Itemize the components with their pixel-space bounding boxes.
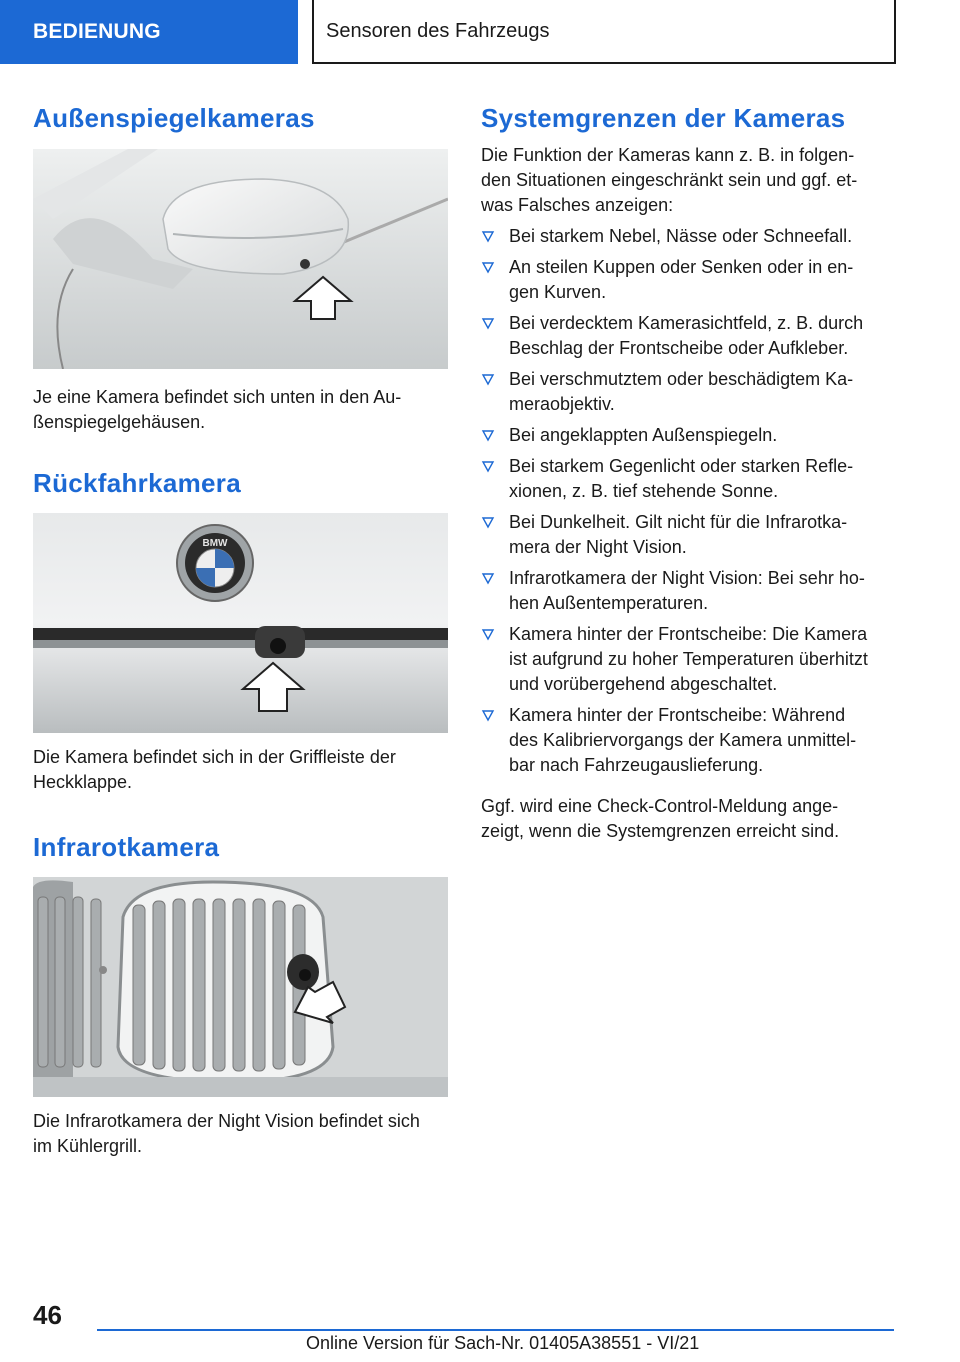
heading-system-limits: Systemgrenzen der Kameras — [481, 103, 846, 133]
list-item: Kamera hinter der Frontscheibe: Die Kamera ist aufgrund zu hoher Temperaturen überhitzt und vorübergehend abgeschaltet. — [481, 622, 899, 697]
list-item: Bei verschmutztem oder beschädigtem Ka‐ meraobjektiv. — [481, 367, 899, 417]
triangle-bullet-icon — [481, 703, 495, 728]
triangle-bullet-icon — [481, 367, 495, 392]
triangle-bullet-icon — [481, 566, 495, 591]
rear-camera-image — [33, 513, 448, 733]
section-tab[interactable]: BEDIENUNG — [0, 0, 298, 64]
triangle-bullet-icon — [481, 622, 495, 647]
heading-rear-camera: Rückfahrkamera — [33, 468, 241, 498]
list-item: Kamera hinter der Frontscheibe: Während des Kalibriervorgangs der Kamera unmittel‐ bar nach Fahrzeugauslieferung. — [481, 703, 899, 778]
list-item: An steilen Kuppen oder Senken oder in en‐ gen Kurven. — [481, 255, 899, 305]
system-limits-intro: Die Funktion der Kameras kann z. B. in folgen‐ den Situationen eingeschränkt sein und ggf. et‐ was Falsches anzeigen: — [481, 145, 858, 215]
system-limits-outro: Ggf. wird eine Check-Control-Meldung ange‐ zeigt, wenn die Systemgrenzen erreicht sind. — [481, 796, 840, 841]
triangle-bullet-icon — [481, 224, 495, 249]
heading-mirror-cameras: Außenspiegelkameras — [33, 103, 315, 133]
footer-divider — [97, 1329, 894, 1331]
mirror-camera-image — [33, 149, 448, 369]
list-item: Bei Dunkelheit. Gilt nicht für die Infrarotka‐ mera der Night Vision. — [481, 510, 899, 560]
infrared-camera-image — [33, 877, 448, 1097]
page-title: Sensoren des Fahrzeugs — [312, 0, 896, 64]
list-item: Bei verdecktem Kamerasichtfeld, z. B. durch Beschlag der Frontscheibe oder Aufkleber. — [481, 311, 899, 361]
list-item: Bei angeklappten Außenspiegeln. — [481, 423, 899, 448]
triangle-bullet-icon — [481, 454, 495, 479]
bmw-logo-text: BMW — [202, 538, 228, 549]
triangle-bullet-icon — [481, 311, 495, 336]
heading-infrared-camera: Infrarotkamera — [33, 832, 220, 862]
list-item: Bei starkem Gegenlicht oder starken Refle‐ xionen, z. B. tief stehende Sonne. — [481, 454, 899, 504]
triangle-bullet-icon — [481, 255, 495, 280]
triangle-bullet-icon — [481, 423, 495, 448]
page-number: 46 — [33, 1300, 62, 1330]
system-limits-list — [481, 224, 899, 784]
infrared-camera-caption: Die Infrarotkamera der Night Vision befindet sich im Kühlergrill. — [33, 1111, 420, 1156]
rear-camera-caption: Die Kamera befindet sich in der Griffleiste der Heckklappe. — [33, 747, 396, 792]
triangle-bullet-icon — [481, 510, 495, 535]
mirror-camera-caption: Je eine Kamera befindet sich unten in den Au‐ ßenspiegelgehäusen. — [33, 387, 402, 432]
list-item: Infrarotkamera der Night Vision: Bei sehr ho‐ hen Außentemperaturen. — [481, 566, 899, 616]
footer-version-link[interactable]: Online Version für Sach-Nr. 01405A38551 - VI/21 — [306, 1333, 700, 1353]
list-item: Bei starkem Nebel, Nässe oder Schneefall. — [481, 224, 899, 249]
